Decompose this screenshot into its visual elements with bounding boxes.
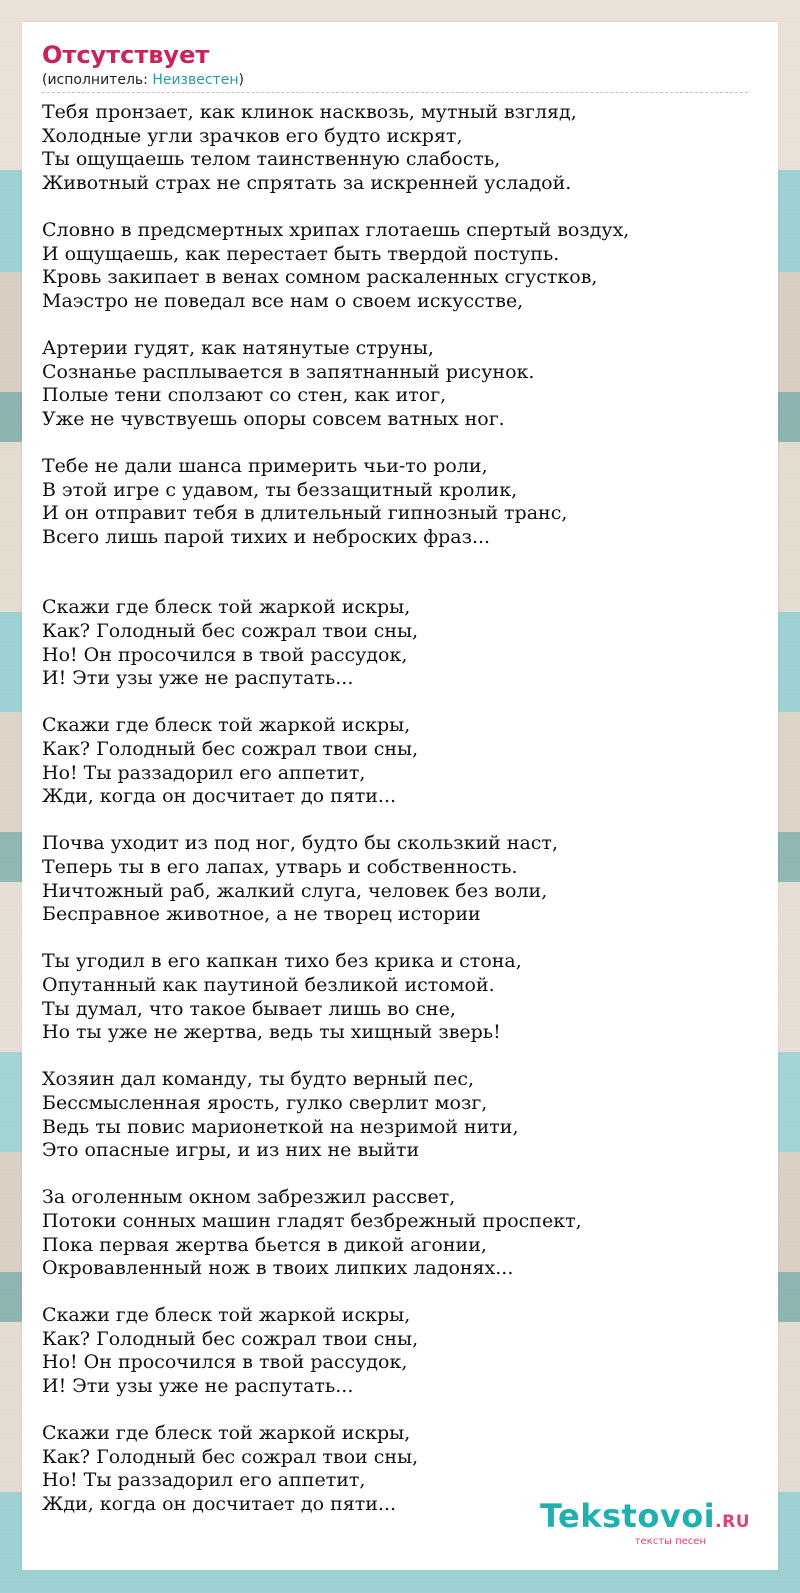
lyrics-line: Кровь закипает в венах сомном раскаленных сгустков, bbox=[42, 266, 598, 289]
lyrics-line: Словно в предсмертных хрипах глотаешь спертый воздух, bbox=[42, 218, 630, 241]
lyrics-line: Маэстро не поведал все нам о своем искусстве, bbox=[42, 289, 524, 312]
lyrics-line: Как? Голодный бес сожрал твои сны, bbox=[42, 738, 419, 761]
lyrics-line: И! Эти узы уже не распутать... bbox=[42, 1375, 354, 1398]
logo-tld: .RU bbox=[715, 1512, 750, 1532]
lyrics-stanza bbox=[42, 1186, 758, 1280]
lyrics-line: Теперь ты в его лапах, утварь и собственность. bbox=[42, 856, 518, 878]
lyrics-line: Ведь ты повис марионеткой на незримой нити, bbox=[42, 1115, 519, 1138]
lyrics-line: Всего лишь парой тихих и неброских фраз... bbox=[42, 525, 491, 548]
lyrics-line: В этой игре с удавом, ты беззащитный кролик, bbox=[42, 478, 518, 501]
lyrics-stanza bbox=[42, 1068, 758, 1162]
lyrics-line: Скажи где блеск той жаркой искры, bbox=[42, 1304, 411, 1327]
lyrics-line: Ты угодил в его капкан тихо без крика и стона, bbox=[42, 950, 522, 973]
lyrics-line: За оголенным окном забрезжил рассвет, bbox=[42, 1186, 456, 1209]
lyrics-stanza bbox=[42, 1304, 758, 1398]
lyrics-line: Скажи где блеск той жаркой искры, bbox=[42, 714, 411, 737]
lyrics-stanza bbox=[42, 219, 758, 313]
lyrics-stanza bbox=[42, 950, 758, 1044]
lyrics-line: Это опасные игры, и из них не выйти bbox=[42, 1139, 420, 1162]
logo-main-text: Tekstovoi bbox=[539, 1497, 716, 1535]
artist-suffix: ) bbox=[238, 72, 244, 88]
artist-line bbox=[42, 70, 748, 93]
lyrics-line: Артерии гудят, как натянутые струны, bbox=[42, 336, 434, 359]
lyrics-line: Жди, когда он досчитает до пяти... bbox=[42, 785, 397, 808]
artist-link[interactable]: Неизвестен bbox=[152, 72, 239, 88]
lyrics-line: Тебе не дали шанса примерить чьи-то роли, bbox=[42, 454, 488, 477]
lyrics-line: Как? Голодный бес сожрал твои сны, bbox=[42, 1327, 419, 1350]
lyrics-stanza bbox=[42, 101, 758, 195]
lyrics-line: Почва уходит из под ног, будто бы скользкий наст, bbox=[42, 832, 558, 855]
lyrics-card bbox=[22, 22, 778, 1570]
lyrics-line: Но! Ты раззадорил его аппетит, bbox=[42, 761, 366, 784]
lyrics-line: Животный страх не спрятать за искренней усладой. bbox=[42, 171, 572, 194]
lyrics-line: Пока первая жертва бьется в дикой агонии, bbox=[42, 1233, 487, 1256]
lyrics-line: Но! Он просочился в твой рассудок, bbox=[42, 1351, 408, 1374]
lyrics-line: Опутанный как паутиной безликой истомой. bbox=[42, 973, 495, 996]
lyrics-line: Холодные угли зрачков его будто искрят, bbox=[42, 124, 463, 147]
lyrics-line: Скажи где блеск той жаркой искры, bbox=[42, 1422, 411, 1445]
lyrics-line: Бесправное животное, а не творец истории bbox=[42, 903, 481, 926]
logo-tagline: тексты песен bbox=[634, 1536, 706, 1547]
site-logo[interactable] bbox=[540, 1499, 750, 1548]
lyrics-line: Но! Ты раззадорил его аппетит, bbox=[42, 1469, 366, 1492]
lyrics-body bbox=[42, 101, 758, 1517]
lyrics-line: Но! Он просочился в твой рассудок, bbox=[42, 643, 408, 666]
lyrics-line: Как? Голодный бес сожрал твои сны, bbox=[42, 1445, 419, 1468]
lyrics-line: Скажи где блеск той жаркой искры, bbox=[42, 596, 411, 619]
song-title: Отсутствует bbox=[42, 41, 210, 69]
lyrics-stanza bbox=[42, 832, 758, 926]
lyrics-line: Но ты уже не жертва, ведь ты хищный зверь! bbox=[42, 1021, 501, 1044]
lyrics-stanza bbox=[42, 596, 758, 690]
lyrics-line: Ты думал, что такое бывает лишь во сне, bbox=[42, 997, 456, 1020]
lyrics-line: И он отправит тебя в длительный гипнозный транс, bbox=[42, 502, 568, 525]
lyrics-line: И ощущаешь, как перестает быть твердой поступь. bbox=[42, 242, 560, 265]
lyrics-line: Ты ощущаешь телом таинственную слабость, bbox=[42, 148, 501, 171]
lyrics-line: Сознанье расплывается в запятнанный рисунок. bbox=[42, 360, 535, 383]
lyrics-stanza bbox=[42, 337, 758, 431]
lyrics-line: Ничтожный раб, жалкий слуга, человек без воли, bbox=[42, 879, 548, 902]
logo-wordmark bbox=[540, 1499, 750, 1539]
lyrics-stanza bbox=[42, 714, 758, 808]
lyrics-line: Уже не чувствуешь опоры совсем ватных ног. bbox=[42, 407, 505, 430]
lyrics-line: Окровавленный нож в твоих липких ладонях... bbox=[42, 1257, 514, 1280]
lyrics-line: Хозяин дал команду, ты будто верный пес, bbox=[42, 1068, 475, 1091]
artist-prefix: (исполнитель: bbox=[42, 72, 153, 88]
lyrics-line: Как? Голодный бес сожрал твои сны, bbox=[42, 620, 419, 643]
lyrics-line: И! Эти узы уже не распутать... bbox=[42, 667, 354, 690]
lyrics-stanza bbox=[42, 455, 758, 549]
lyrics-line: Потоки сонных машин гладят безбрежный проспект, bbox=[42, 1209, 582, 1232]
lyrics-line: Полые тени сползают со стен, как итог, bbox=[42, 384, 447, 407]
lyrics-line: Тебя пронзает, как клинок насквозь, мутный взгляд, bbox=[42, 101, 577, 123]
lyrics-line: Бессмысленная ярость, гулко сверлит мозг, bbox=[42, 1091, 488, 1114]
lyrics-line: Жди, когда он досчитает до пяти... bbox=[42, 1493, 397, 1516]
